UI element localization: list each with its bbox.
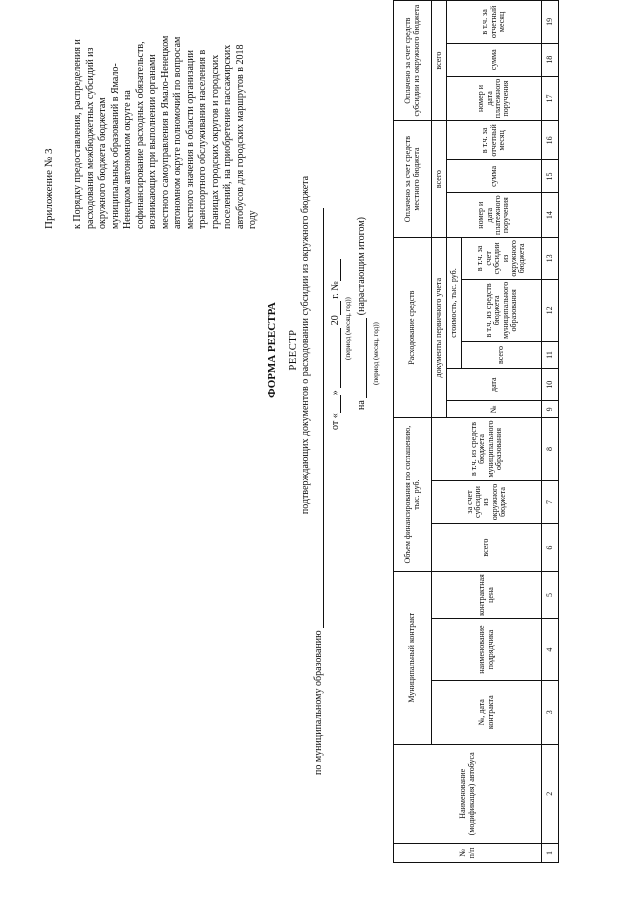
col-number: 11 [542,341,559,368]
period-hint: (период (месяц, год)) [344,297,352,360]
col-okr-paydoc: номер и дата платежного поручения [447,76,542,121]
col-number: 3 [542,680,559,744]
col-paid-okr-header: Оплачено за счет средств субсидии из окружного бюджета [394,1,432,121]
na-blank [356,318,367,398]
cumulative-hint: (нарастающим итогом) [356,217,367,316]
municipality-blank [313,208,324,628]
col-doc-date: дата [447,369,542,401]
col-number: 5 [542,571,559,619]
year-blank [330,301,341,315]
na-line [356,217,367,410]
period-hint-2: (период (месяц, год)) [372,322,380,385]
form-title: ФОРМА РЕЕСТРА [266,302,278,398]
col-contract-header: Муниципальный контракт [394,571,432,744]
col-number: 1 [542,843,559,862]
na-label: на [356,400,367,410]
col-okr-month: в т.ч. за отчетный месяц [447,1,542,44]
col-number: 14 [542,193,559,238]
col-local-sum: сумма [447,160,542,193]
col-fund-okr: за счет субсидии из окружного бюджета [432,480,542,524]
col-fund-muni: в т.ч. из средств бюджета муниципального образования [432,418,542,480]
col-number: 8 [542,418,559,480]
col-local-paydoc: номер и дата платежного поручения [447,193,542,238]
year-prefix: 20 [330,315,341,326]
col-number: 15 [542,160,559,193]
col-paid-local-header: Оплачено за счет средств местного бюджета [394,121,432,238]
col-cost-muni: в т.ч. из средств бюджета муниципального образования [462,279,542,341]
appendix-block [42,29,260,229]
appendix-body: к Порядку предоставления, распределения и расходования межбюджетных субсидий из окружного бюджета бюджетам муниципальных образований в Ямало-Ненецком автономном округе на софинансирование расходных обязательств, возникающих при выполнении органами местного самоуправления в Ямало-Ненецком автономном округе полномочий по вопросам местного значения в области организации транспортного обслуживания населения в границах городских округов и городских поселений, на приобретение пассажирских автобусов для городских маршрутов в 2018 году [72,35,259,229]
col-number: 6 [542,524,559,571]
column-numbers-row [542,1,559,863]
col-number: 19 [542,1,559,44]
col-supplier: наименование подрядчика [432,619,542,680]
col-okr-sum: сумма [447,43,542,76]
date-line [330,259,341,430]
number-blank [330,259,341,281]
col-name-header: Наименование (модификация) автобуса [394,744,542,843]
registry-table [393,0,559,863]
appendix-title: Приложение № 3 [43,148,55,229]
col-contract-no: №, дата контракта [432,680,542,744]
reestr-subtitle: подтверждающих документов о расходовании субсидии из окружного бюджета [300,175,311,515]
number-label: г. № [330,281,341,299]
reestr-title: РЕЕСТР [288,329,299,371]
col-local-month: в т.ч. за отчетный месяц [447,121,542,160]
col-number: 12 [542,279,559,341]
col-okr-all: всего [432,1,447,121]
col-number: 18 [542,43,559,76]
col-number: 2 [542,744,559,843]
col-spending-header: Расходование средств [394,237,432,418]
date-from: от « [330,413,341,430]
col-cost: стоимость, тыс. руб. [447,237,462,368]
municipality-label: по муниципальному образованию [313,630,324,775]
municipality-line [313,175,324,775]
col-number: 9 [542,401,559,418]
col-docs: документы первичного учета [432,237,447,418]
col-local-all: всего [432,121,447,238]
col-number: 13 [542,237,559,279]
col-cost-total: всего [462,341,542,368]
date-quote: » [330,390,341,396]
month-blank [330,328,341,388]
col-doc-no: № [447,401,542,418]
col-number: 4 [542,619,559,680]
day-blank [330,395,341,413]
col-cost-okr: в т.ч. за счет субсидии из окружного бюджета [462,237,542,279]
col-funding-header: Объем финансирования по соглашению, тыс. руб. [394,418,432,571]
col-num-header: № п/п [394,843,542,862]
col-price: контрактная цена [432,571,542,619]
col-number: 17 [542,76,559,121]
col-number: 7 [542,480,559,524]
col-fund-total: всего [432,524,542,571]
col-number: 10 [542,369,559,401]
col-number: 16 [542,121,559,160]
